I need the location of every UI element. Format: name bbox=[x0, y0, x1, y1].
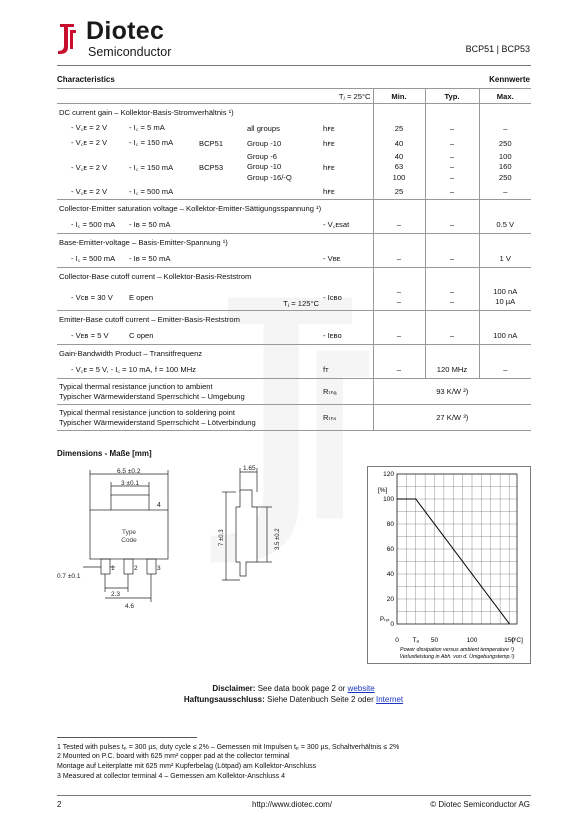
table-row: - V꜀ᴇ = 2 V - I꜀ = 5 mA all groups hꜰᴇ 25 – – bbox=[57, 121, 531, 136]
rtha-label-en: Typical thermal resistance junction to ambient bbox=[59, 381, 213, 391]
dim-3-5: 3.5 ±0.2 bbox=[275, 528, 281, 550]
brand-name: Diotec bbox=[86, 17, 165, 45]
table-row: - I꜀ = 500 mA - Iʙ = 50 mA - Vʙᴇ – – 1 V bbox=[57, 251, 531, 268]
package-top-view-drawing bbox=[57, 462, 202, 612]
characteristics-table bbox=[57, 88, 531, 431]
rths-symbol: Rₜₕₛ bbox=[321, 405, 373, 431]
pin-2-label: 2 bbox=[134, 565, 138, 572]
table-row: - I꜀ = 500 mA - Iʙ = 50 mA - V꜀ᴇsat – – 0.5 V bbox=[57, 217, 531, 234]
emitter-base-title: Emitter-Base cutoff current – Emitter-Basis-Reststrom bbox=[57, 311, 373, 328]
haftung-line bbox=[0, 695, 587, 704]
footnote-rule bbox=[57, 737, 197, 738]
y-tick-label: 120 bbox=[383, 471, 394, 478]
rths-label-en: Typical thermal resistance junction to soldering point bbox=[59, 407, 236, 417]
y-tick-label: 40 bbox=[386, 571, 394, 578]
disclaimer-label: Disclaimer: bbox=[212, 684, 256, 693]
gain-title: DC current gain – Kollektor-Basis-Stromverhältnis ¹) bbox=[57, 104, 373, 121]
y-tick-label: 60 bbox=[386, 546, 394, 553]
page-number: 2 bbox=[57, 800, 62, 809]
dim-2-3: 2.3 bbox=[111, 591, 121, 598]
dim-0-7: 0.7 ±0.1 bbox=[57, 573, 81, 580]
x-unit-label: [°C] bbox=[512, 637, 523, 644]
footnote-1: 1 Tested with pulses tₚ = 300 µs, duty cycle ≤ 2% – Gemessen mit Impulsen tₚ = 300 µs, Schaltverhältnis ≤ 2% bbox=[57, 744, 400, 751]
rths-value: 27 K/W ³) bbox=[373, 405, 531, 431]
website-link[interactable]: website bbox=[347, 684, 375, 693]
gain-bandwidth-title: Gain-Bandwidth Product – Transitfrequenz bbox=[57, 345, 373, 362]
x-tick-label: 150 bbox=[504, 637, 515, 644]
chart-caption-en: Power dissipation versus ambient temperature ²) bbox=[400, 647, 514, 653]
disclaimer-line bbox=[0, 684, 587, 693]
pin-4-label: 4 bbox=[157, 502, 161, 509]
rtha-label-de: Typischer Wärmewiderstand Sperrschicht – Umgebung bbox=[59, 391, 245, 401]
type-code-label-2: Code bbox=[121, 537, 137, 544]
col-max-header: Max. bbox=[479, 89, 531, 104]
section-title-de: Kennwerte bbox=[489, 75, 530, 84]
y-tick-label: 0 bbox=[390, 621, 394, 628]
base-emitter-title: Base-Emitter-voltage – Basis-Emitter-Spannung ¹) bbox=[57, 234, 373, 251]
table-row: - Vᴇʙ = 5 V C open - Iᴇʙᴏ – – 100 nA bbox=[57, 328, 531, 345]
pin-3-label: 3 bbox=[157, 565, 161, 572]
rtha-symbol: Rₜₕₐ bbox=[321, 379, 373, 405]
x-tick-label: Tₐ bbox=[412, 637, 419, 644]
footer-rule bbox=[57, 795, 531, 796]
table-row: - V꜀ᴇ = 5 V, - I꜀ = 10 mA, f = 100 MHz fᴛ – 120 MHz – bbox=[57, 362, 531, 379]
y-tick-label: 80 bbox=[386, 521, 394, 528]
internet-link[interactable]: Internet bbox=[375, 695, 404, 704]
dim-3: 3 ±0.1 bbox=[121, 480, 140, 487]
rtha-value: 93 K/W ²) bbox=[373, 379, 531, 405]
rths-label-de: Typischer Wärmewiderstand Sperrschicht – Lötverbindung bbox=[59, 417, 256, 427]
ptot-label: Pₜₒₜ bbox=[380, 617, 390, 623]
condition-header: Tⱼ = 25°C bbox=[57, 89, 373, 104]
col-typ-header: Typ. bbox=[425, 89, 479, 104]
footer-copyright: © Diotec Semiconductor AG bbox=[430, 800, 530, 809]
type-code-label-1: Type bbox=[121, 529, 137, 536]
pin-1-label: 1 bbox=[111, 565, 115, 572]
x-tick-label: 100 bbox=[466, 637, 478, 644]
haftung-text: Siehe Datenbuch Seite 2 oder bbox=[267, 695, 374, 704]
table-row bbox=[57, 405, 531, 431]
table-row: - Vᴄʙ = 30 V E open Tⱼ = 125°C - Iᴄʙᴏ – – – – 100 nA 10 µA bbox=[57, 285, 531, 311]
haftung-label: Haftungsausschluss: bbox=[183, 695, 265, 704]
dim-6-5: 6.5 ±0.2 bbox=[117, 468, 141, 475]
col-min-header: Min. bbox=[373, 89, 425, 104]
footnote-2b: Montage auf Leiterplatte mit 625 mm² Kupferbelag (Lötpad) am Kollektor-Anschluss bbox=[57, 763, 317, 770]
table-row bbox=[57, 379, 531, 405]
table-row: - V꜀ᴇ = 2 V - I꜀ = 150 mA BCP51 Group -10 hꜰᴇ 40 – 250 bbox=[57, 136, 531, 151]
y-unit-label: [%] bbox=[378, 487, 388, 494]
y-tick-label: 100 bbox=[383, 496, 394, 503]
chart-caption-de: Verlustleistung in Abh. von d. Umgebungstemp.²) bbox=[399, 654, 515, 660]
dim-4-6: 4.6 bbox=[125, 603, 135, 610]
disclaimer-text: See data book page 2 or bbox=[257, 684, 346, 693]
dimensions-title: Dimensions - Maße [mm] bbox=[57, 449, 152, 458]
x-tick-label: 0 bbox=[395, 637, 399, 644]
part-number: BCP51 | BCP53 bbox=[465, 44, 530, 54]
brand-subtitle: Semiconductor bbox=[88, 45, 172, 59]
footer-url[interactable]: http://www.diotec.com/ bbox=[252, 800, 333, 809]
dim-7: 7 ±0.3 bbox=[219, 529, 225, 546]
footnote-2: 2 Mounted on P.C. board with 625 mm² copper pad at the collector terminal bbox=[57, 753, 290, 760]
table-row: - V꜀ᴇ = 2 V - I꜀ = 150 mA BCP53 Group -6 Group -10 Group -16/-Q hꜰᴇ 40 63 100 – – – 100 160 250 bbox=[57, 151, 531, 185]
section-title: Characteristics bbox=[57, 75, 115, 84]
collector-base-title: Collector-Base cutoff current – Kollektor-Basis-Reststrom bbox=[57, 268, 373, 285]
header-rule bbox=[57, 65, 531, 66]
x-tick-label: 50 bbox=[430, 637, 439, 644]
diotec-logo-icon bbox=[56, 22, 78, 56]
footnote-3: 3 Measured at collector terminal 4 – Gemessen am Kollektor-Anschluss 4 bbox=[57, 773, 285, 780]
table-row: - V꜀ᴇ = 2 V - I꜀ = 500 mA hꜰᴇ 25 – – bbox=[57, 185, 531, 200]
saturation-title: Collector-Emitter saturation voltage – Kollektor-Emitter-Sättigungsspannung ¹) bbox=[57, 200, 373, 217]
derating-chart bbox=[367, 466, 531, 664]
package-side-view-drawing bbox=[212, 462, 292, 587]
y-tick-label: 20 bbox=[386, 596, 394, 603]
dim-1-65: 1.65 bbox=[243, 465, 256, 472]
